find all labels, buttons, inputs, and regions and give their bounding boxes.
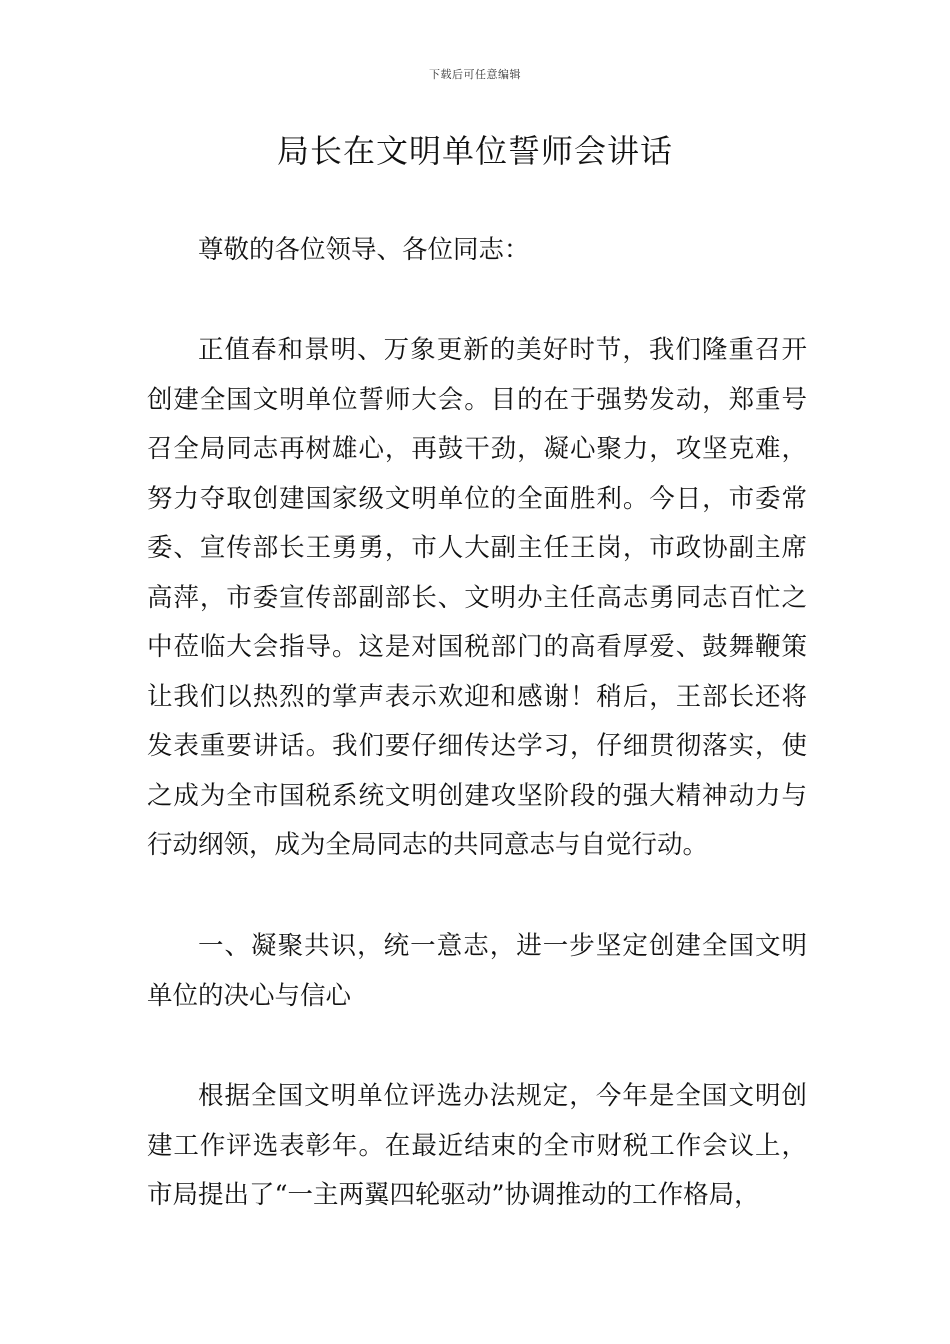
salutation: 尊敬的各位领导、各位同志：	[198, 235, 530, 265]
section-heading-1: 一、凝聚共识，统一意志，进一步坚定创建全国文明单位的决心与信心	[147, 931, 807, 1011]
paragraph-opening: 正值春和景明、万象更新的美好时节，我们隆重召开创建全国文明单位誓师大会。目的在于强势发动，郑重号召全局同志再树雄心，再鼓干劲，凝心聚力，攻坚克难，努力夺取创建国家级文明单位的全面胜利。今日，市委常委、宣传部长王勇勇，市人大副主任王岗，市政协副主席高萍，市委宣传部副部长、文明办主任高志勇同志百忙之中莅临大会指导。这是对国税部门的高看厚爱、鼓舞鞭策让我们以热烈的掌声表示欢迎和感谢！稍后，王部长还将发表重要讲话。我们要仔细传达学习，仔细贯彻落实，使之成为全市国税系统文明创建攻坚阶段的强大精神动力与行动纲领，成为全局同志的共同意志与自觉行动。	[147, 335, 807, 860]
paragraph-section-1: 根据全国文明单位评选办法规定，今年是全国文明创建工作评选表彰年。在最近结束的全市财税工作会议上，市局提出了“一主两翼四轮驱动”协调推动的工作格局，	[147, 1081, 807, 1210]
header-note: 下载后可任意编辑	[429, 68, 521, 81]
document-title: 局长在文明单位誓师会讲话	[276, 132, 673, 170]
